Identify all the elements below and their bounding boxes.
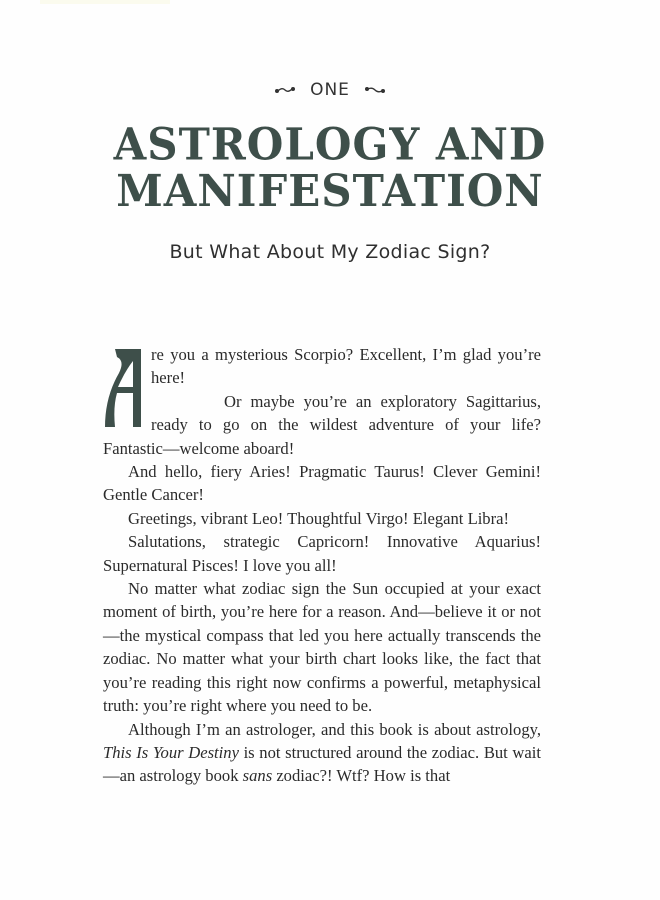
- paragraph-7: [103, 718, 541, 788]
- sans-italic: sans: [242, 766, 273, 786]
- body-text: [103, 343, 541, 788]
- paragraph-7-text-before: Although I’m an astrologer, and this book is about astrology,: [128, 719, 541, 739]
- chapter-title-line-1: ASTROLOGY AND: [113, 118, 547, 171]
- chapter-subtitle: But What About My Zodiac Sign?: [169, 241, 491, 263]
- chapter-title: [0, 118, 660, 217]
- paragraph-3: And hello, fiery Aries! Pragmatic Taurus! Clever Gemini! Gentle Cancer!: [103, 462, 541, 505]
- paragraph-7-text-middle: is not structured around the zodiac. But wait—an astrology book: [103, 742, 541, 786]
- paragraph-5: Salutations, strategic Capricorn! Innovative Aquarius! Supernatural Pisces! I love you all!: [103, 532, 541, 575]
- dropcap-letter-a: [103, 347, 143, 429]
- chapter-number-label: ONE: [310, 80, 350, 100]
- paragraph-6: No matter what zodiac sign the Sun occupied at your exact moment of birth, you’re here for a reason. And—believe it or not—the mystical compass that led you here actually transcends the zodiac. No matter what your birth chart looks like, the fact that you’re reading this right now confirms a powerful, metaphysical truth: you’re right where you need to be.: [103, 579, 541, 716]
- paragraph-2: Or maybe you’re an exploratory Sagittarius, ready to go on the wildest adventure of your life? Fantastic—welcome aboard!: [103, 391, 541, 458]
- swash-ornament-icon: [364, 85, 386, 95]
- swash-ornament-icon: [274, 85, 296, 95]
- paragraph-1: re you a mysterious Scorpio? Excellent, I’m glad you’re here!: [151, 345, 541, 388]
- chapter-number: [0, 80, 660, 100]
- book-title-italic: This Is Your Destiny: [103, 742, 239, 762]
- paragraph-4: Greetings, vibrant Leo! Thoughtful Virgo! Elegant Libra!: [128, 508, 510, 528]
- paragraph-7-text-after: zodiac?! Wtf? How is that: [272, 766, 451, 786]
- page-edge-shadow: [40, 0, 170, 4]
- chapter-title-line-2: MANIFESTATION: [116, 164, 544, 217]
